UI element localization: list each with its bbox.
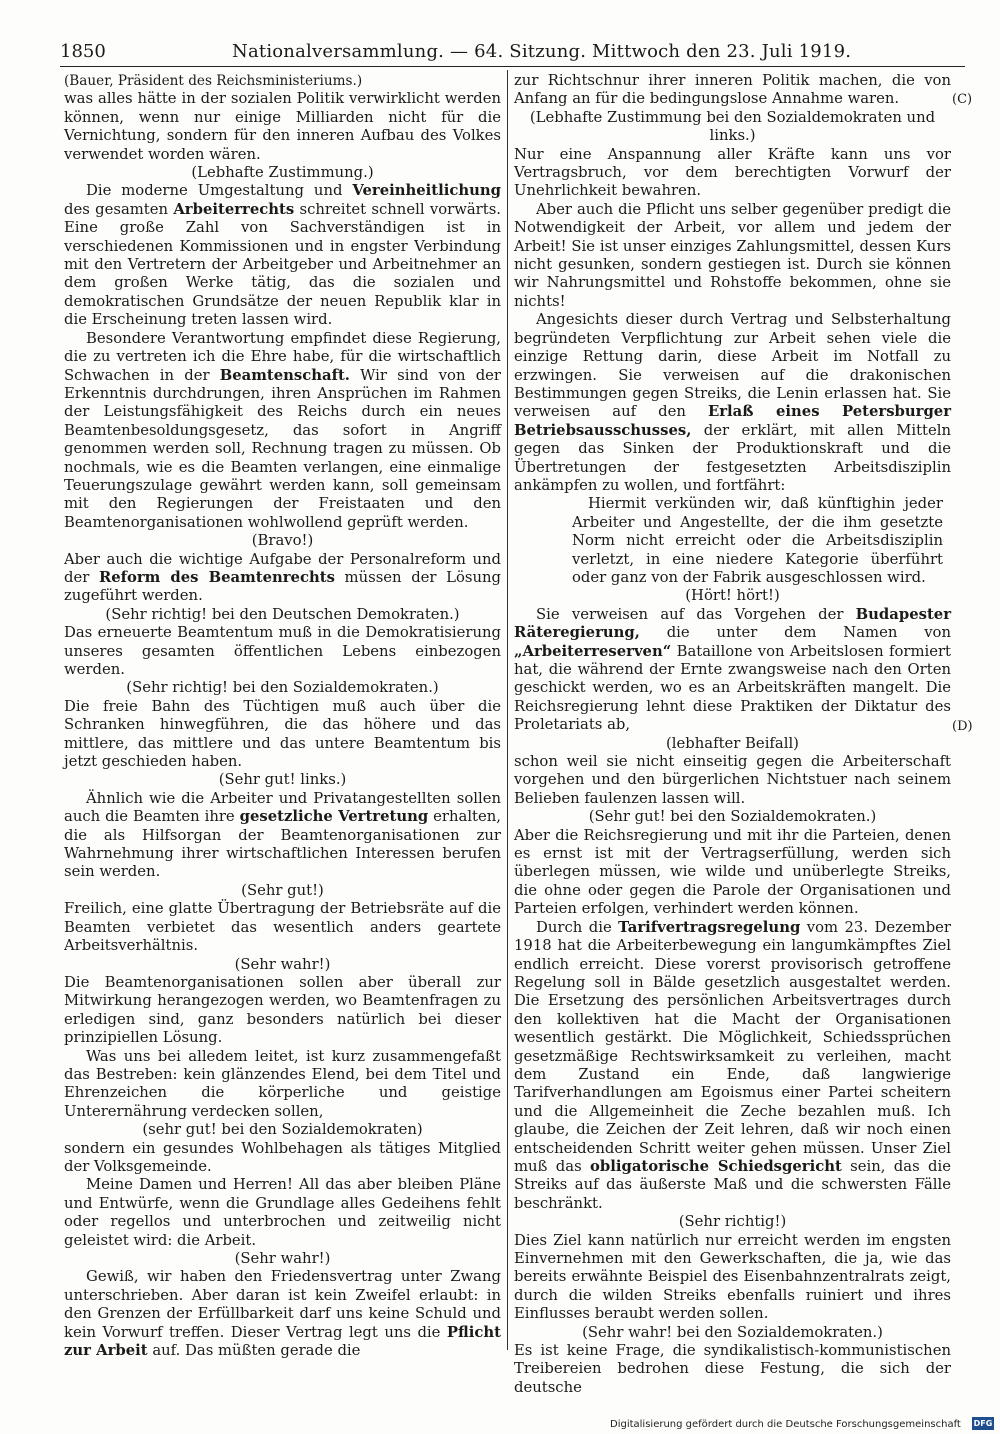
column-divider [507, 70, 508, 1350]
paragraph: sondern ein gesundes Wohlbehagen als tätiges Mitglied der Volksgemeinde. [64, 1139, 501, 1175]
emphasis: gesetzliche Vertretung [239, 808, 429, 826]
paragraph: schon weil sie nicht einseitig gegen die Arbeiterschaft vorgehen und den bürgerlichen Nichtstuer nach seinem Belieben faulenzen lassen will. [514, 753, 951, 807]
emphasis: „Arbeiterreserven“ [514, 642, 672, 660]
paragraph: Dies Ziel kann natürlich nur erreicht werden im engsten Einvernehmen mit den Gewerkschaften, die ja, wie das bereits erwähnte Beispiel des Eisenbahnzentralrats zeigt, durch die wilden Streiks ebenfalls ruiniert und ihres Einflusses beraubt werden sollen. [514, 1231, 951, 1323]
interjection: (Sehr wahr! bei den Sozialdemokraten.) [582, 1323, 883, 1341]
dfg-logo: DFG [973, 1419, 993, 1428]
page-number: 1850 [60, 41, 106, 62]
interjection: (Sehr gut! links.) [218, 771, 347, 789]
paragraph: Freilich, eine glatte Übertragung der Betriebsräte auf die Beamten verbietet das wesentlich anders geartete Arbeitsverhältnis. [64, 900, 501, 955]
emphasis: Beamtenschaft. [219, 366, 350, 384]
header-rule [60, 66, 965, 67]
emphasis: Erlaß eines Petersburger Betriebsausschusses, [514, 403, 952, 439]
interjection: (Sehr wahr!) [234, 955, 331, 973]
interjection: (Lebhafte Zustimmung.) [191, 164, 374, 182]
margin-mark-c: (C) [952, 92, 973, 107]
interjection: (Lebhafte Zustimmung bei den Sozialdemokraten und links.) [529, 108, 936, 145]
emphasis: Vereinheitlichung [352, 182, 501, 200]
paragraph: Das erneuerte Beamtentum muß in die Demokratisierung unseres gesamten öffentlichen Lebens einbezogen werden. [64, 624, 501, 678]
paragraph: Aber die Reichsregierung und mit ihr die Parteien, denen es ernst ist mit der Vertragserfüllung, werden sich überlegen müssen, wie wilde und unüberlegte Streiks, die ohne oder gegen die Parole der Organisationen und Parteien erfolgen, verhindert werden können. [514, 826, 951, 918]
interjection: (sehr gut! bei den Sozialdemokraten) [142, 1121, 423, 1139]
right-column [514, 72, 952, 1396]
emphasis: obligatorische Schiedsgericht [590, 1157, 842, 1175]
paragraph: Die moderne Umgestaltung und Vereinheitlichung des gesamten Arbeiterrechts schreitet schnell vorwärts. Eine große Zahl von Sachverständigen ist in verschiedenen Kommissionen und in engster Verbindung mit den Vertretern der Arbeitgeber und Arbeitnehmer an dem großen Werke tätig, das die sozialen und demokratischen Grundsätze der neuen Republik klar in die Erscheinung treten lassen wird. [64, 182, 501, 329]
paragraph: Es ist keine Frage, die syndikalistisch-kommunistischen Treibereien bedrohen diese Festung, die sich der deutsche [514, 1342, 951, 1396]
emphasis: Arbeiterrechts [173, 200, 295, 218]
block-quote: Hiermit verkünden wir, daß künftighin jeder Arbeiter und Angestellte, der die ihm gesetzte Norm nicht erreicht oder die Arbeitsdisziplin verletzt, in eine niedere Kategorie überführt oder ganz von der Fabrik ausgeschlossen wird. [572, 495, 943, 586]
running-title: Nationalversammlung. — 64. Sitzung. Mittwoch den 23. Juli 1919. [232, 41, 852, 62]
page-header [60, 38, 965, 66]
emphasis: Pflicht zur Arbeit [64, 1323, 501, 1360]
emphasis: Budapester Räteregierung, [514, 605, 951, 642]
paragraph: Besondere Verantwortung empfindet diese Regierung, die zu vertreten ich die Ehre habe, für die wirtschaftlich Schwachen in der Beamtenschaft. Wir sind von der Erkenntnis durchdrungen, ihren Ansprüchen im Rahmen der Leistungsfähigkeit des Reichs durch ein neues Beamtenbesoldungsgesetz, das sofort in Angriff genommen werden soll, Rechnung tragen zu müssen. Ob nochmals, wie es die Beamten verlangen, eine einmalige Teuerungszulage gewährt werden kann, soll gemeinsam mit den Regierungen der Freistaaten und den Beamtenorganisationen wohlwollend geprüft werden. [64, 329, 501, 531]
paragraph: Ähnlich wie die Arbeiter und Privatangestellten sollen auch die Beamten ihre gesetzliche Vertretung erhalten, die als Hilfsorgan der Beamtenorganisationen zur Wahrnehmung ihrer wirtschaftlichen Interessen berufen sein werden. [64, 789, 501, 881]
paragraph: Sie verweisen auf das Vorgehen der Budapester Räteregierung, die unter dem Namen von „Arbeiterreserven“ Bataillone von Arbeitslosen formiert hat, die während der Ernte zwangsweise nach den Orten geschickt werden, wo es an Arbeitskräften mangelt. Die Reichsregierung lehnt diese Praktiken der Diktatur des Proletariats ab, [514, 605, 951, 734]
interjection: (Sehr wahr!) [234, 1250, 331, 1267]
paragraph: Die Beamtenorganisationen sollen aber überall zur Mitwirkung herangezogen werden, wo Beamtenfragen zu erledigen sind, ganz besonders natürlich bei dieser prinzipiellen Lösung. [64, 973, 501, 1047]
paragraph: was alles hätte in der sozialen Politik verwirklicht werden können, wenn nur einige Milliarden nicht für die Vernichtung, sondern für den inneren Aufbau des Volkes verwendet worden wären. [64, 90, 501, 163]
interjection: (Sehr richtig! bei den Deutschen Demokraten.) [105, 605, 460, 623]
interjection: (Bravo!) [251, 532, 314, 550]
digitization-credit: Digitalisierung gefördert durch die Deutsche Forschungsgemeinschaft [610, 1419, 961, 1430]
paragraph: zur Richtschnur ihrer inneren Politik machen, die von Anfang an für die bedingungslose Annahme waren. [514, 72, 951, 108]
interjection: (Sehr richtig! bei den Sozialdemokraten.) [126, 679, 439, 697]
interjection: (Hört! hört!) [685, 587, 780, 605]
speaker-note: (Bauer, Präsident des Reichsministeriums.) [64, 73, 363, 89]
paragraph: Angesichts dieser durch Vertrag und Selbsterhaltung begründeten Verpflichtung zur Arbeit sehen viele die einzige Rettung darin, diese Arbeit im Notfall zu erzwingen. Sie verweisen auf die drakonischen Bestimmungen gegen Streiks, die Lenin erlassen hat. Sie verweisen auf den Erlaß eines Petersburger Betriebsausschusses, der erklärt, mit allen Mitteln gegen das Sinken der Produktionskraft und die Übertretungen der festgesetzten Arbeitsdisziplin ankämpfen zu wollen, und fortfährt: [514, 311, 952, 494]
margin-mark-d: (D) [952, 719, 973, 734]
left-column [64, 72, 501, 1360]
interjection: (Sehr richtig!) [678, 1213, 787, 1231]
interjection: (lebhafter Beifall) [666, 734, 799, 752]
interjection: (Sehr gut!) [241, 881, 324, 899]
paragraph: Meine Damen und Herren! All das aber bleiben Pläne und Entwürfe, wenn die Grundlage alles Gedeihens fehlt oder regellos und unterbrochen und zeitweilig nicht geleistet wird: die Arbeit. [64, 1176, 501, 1249]
emphasis: Reform des Beamtenrechts [98, 568, 335, 586]
paragraph: Die freie Bahn des Tüchtigen muß auch über die Schranken hinwegführen, die das höhere und das mittlere, das mittlere und das untere Beamtentum bis jetzt geschieden haben. [64, 697, 501, 771]
paragraph: Aber auch die Pflicht uns selber gegenüber predigt die Notwendigkeit der Arbeit, vor allem und jedem der Arbeit! Sie ist unser einziges Zahlungsmittel, dessen Kurs nicht gesunken, sondern gestiegen ist. Durch sie können wir Nahrungsmittel und Rohstoffe bekommen, ohne sie nichts! [514, 200, 951, 310]
paragraph: Gewiß, wir haben den Friedensvertrag unter Zwang unterschrieben. Aber daran ist kein Zweifel erlaubt: in den Grenzen der Erfüllbarkeit darf uns keine Schuld und kein Vorwurf treffen. Dieser Vertrag legt uns die Pflicht zur Arbeit auf. Das müßten gerade die [64, 1268, 501, 1360]
paragraph: Nur eine Anspannung aller Kräfte kann uns vor Vertragsbruch, vor dem berechtigten Vorwurf der Unehrlichkeit bewahren. [514, 145, 951, 200]
paragraph: Was uns bei alledem leitet, ist kurz zusammengefaßt das Bestreben: kein glänzendes Elend, bei dem Titel und Ehrenzeichen die körperliche und geistige Unterernährung verdecken sollen, [64, 1047, 501, 1120]
interjection: (Sehr gut! bei den Sozialdemokraten.) [588, 808, 877, 826]
emphasis: Tarifvertragsregelung [618, 918, 801, 936]
paragraph: Durch die Tarifvertragsregelung vom 23. Dezember 1918 hat die Arbeiterbewegung ein langumkämpftes Ziel endlich erreicht. Diese vorerst provisorisch getroffene Regelung soll in Bälde gesetzlich ausgestaltet werden. Die Ersetzung des persönlichen Arbeitsvertrages durch den kollektiven hat die Macht der Organisationen wesentlich gestärkt. Die Möglichkeit, Schiedssprüchen gesetzmäßige Rechtswirksamkeit zu verleihen, macht dem Zustand ein Ende, daß langwierige Tarifverhandlungen am Egoismus einer Partei scheitern und die Allgemeinheit die Zeche bezahlen muß. Ich glaube, die Zeichen der Zeit lehren, daß wir noch einen entscheidenden Schritt weiter gehen müssen. Unser Ziel muß das obligatorische Schiedsgericht sein, das die Streiks auf das äußerste Maß und die schwersten Fälle beschränkt. [514, 918, 952, 1212]
paragraph: Aber auch die wichtige Aufgabe der Personalreform und der Reform des Beamtenrechts müssen der Lösung zugeführt werden. [64, 550, 501, 605]
